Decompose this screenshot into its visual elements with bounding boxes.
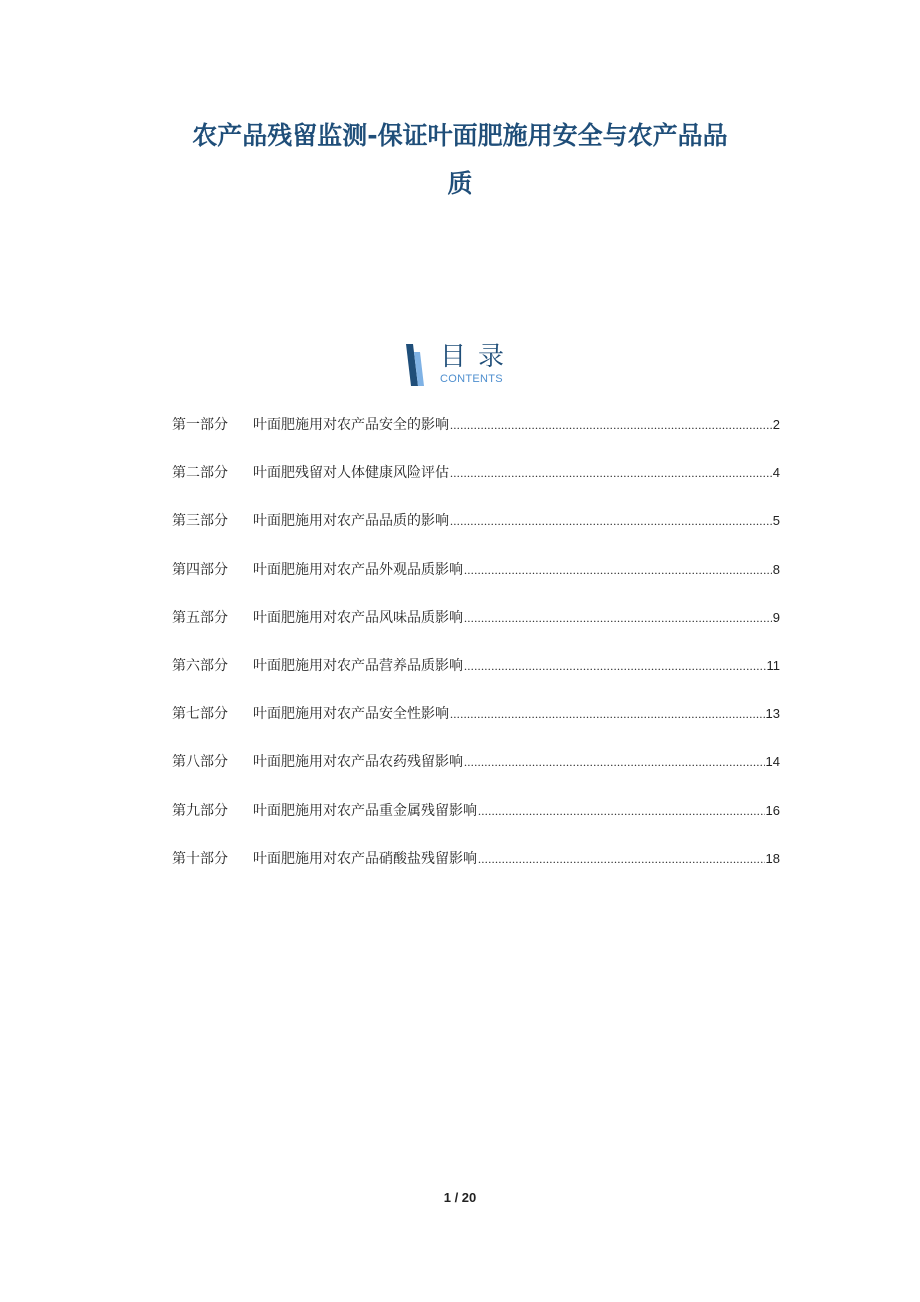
toc-list — [172, 413, 780, 895]
toc-entry[interactable] — [172, 509, 780, 557]
toc-entry-page-number: 2 — [772, 417, 780, 432]
toc-entry-dot-leader — [464, 654, 766, 678]
toc-entry-part: 第六部分 — [172, 657, 228, 674]
toc-entry-dot-leader — [450, 509, 772, 533]
toc-subtitle: CONTENTS — [440, 373, 503, 385]
toc-entry[interactable] — [172, 847, 780, 895]
toc-entry-dot-leader — [464, 750, 765, 774]
toc-entry-title: 叶面肥施用对农产品营养品质影响 — [253, 657, 463, 674]
toc-entry[interactable] — [172, 461, 780, 509]
toc-entry-page-number: 14 — [765, 754, 780, 770]
toc-entry-part: 第九部分 — [172, 802, 228, 819]
toc-entry-dot-leader — [450, 461, 772, 485]
toc-entry[interactable] — [172, 750, 780, 798]
toc-entry[interactable] — [172, 654, 780, 702]
toc-entry-part: 第四部分 — [172, 561, 228, 578]
toc-entry-title: 叶面肥施用对农产品重金属残留影响 — [253, 802, 477, 819]
toc-entry-title: 叶面肥施用对农产品安全性影响 — [253, 706, 449, 723]
toc-entry-part: 第七部分 — [172, 706, 228, 723]
document-title-line-2: 质 — [447, 169, 473, 198]
document-title-line-1: 农产品残留监测-保证叶面肥施用安全与农产品品 — [192, 121, 728, 150]
toc-entry-part: 第十部分 — [172, 850, 228, 867]
toc-entry[interactable] — [172, 799, 780, 847]
toc-entry-page-number: 11 — [766, 657, 780, 673]
toc-entry-page-number: 5 — [772, 513, 780, 529]
page-number: 1 / 20 — [443, 1190, 477, 1205]
toc-entry-dot-leader — [478, 799, 765, 823]
toc-entry-title: 叶面肥施用对农产品风味品质影响 — [253, 609, 463, 626]
toc-entry-title: 叶面肥施用对农产品品质的影响 — [253, 513, 449, 530]
document-title — [0, 112, 920, 208]
toc-entry[interactable] — [172, 606, 780, 654]
toc-entry-title: 叶面肥施用对农产品硝酸盐残留影响 — [253, 850, 477, 867]
toc-entry-title: 叶面肥施用对农产品外观品质影响 — [253, 561, 463, 578]
toc-entry-title: 叶面肥残留对人体健康风险评估 — [253, 465, 449, 482]
toc-entry-page-number: 13 — [765, 706, 780, 722]
toc-entry-page-number: 18 — [765, 850, 780, 866]
toc-entry[interactable] — [172, 413, 780, 461]
toc-entry[interactable] — [172, 558, 780, 606]
toc-entry-part: 第三部分 — [172, 513, 228, 530]
toc-entry-part: 第二部分 — [172, 465, 228, 482]
contents-logo-icon — [404, 344, 428, 386]
toc-entry-page-number: 4 — [772, 465, 780, 481]
toc-entry-part: 第八部分 — [172, 754, 228, 771]
toc-entry-title: 叶面肥施用对农产品安全的影响 — [253, 417, 449, 433]
toc-entry-title: 叶面肥施用对农产品农药残留影响 — [253, 754, 463, 771]
toc-entry-dot-leader — [450, 702, 765, 726]
toc-entry-dot-leader — [478, 847, 765, 871]
toc-heading — [404, 342, 524, 388]
toc-entry-page-number: 9 — [772, 609, 780, 625]
toc-entry-page-number: 16 — [765, 802, 780, 818]
toc-entry-dot-leader — [450, 413, 772, 437]
toc-entry[interactable] — [172, 702, 780, 750]
toc-entry-dot-leader — [464, 558, 772, 582]
toc-entry-page-number: 8 — [772, 561, 780, 577]
toc-title: 目录 — [440, 342, 517, 372]
toc-entry-dot-leader — [464, 606, 772, 630]
toc-entry-part: 第一部分 — [172, 417, 228, 433]
toc-entry-part: 第五部分 — [172, 609, 228, 626]
